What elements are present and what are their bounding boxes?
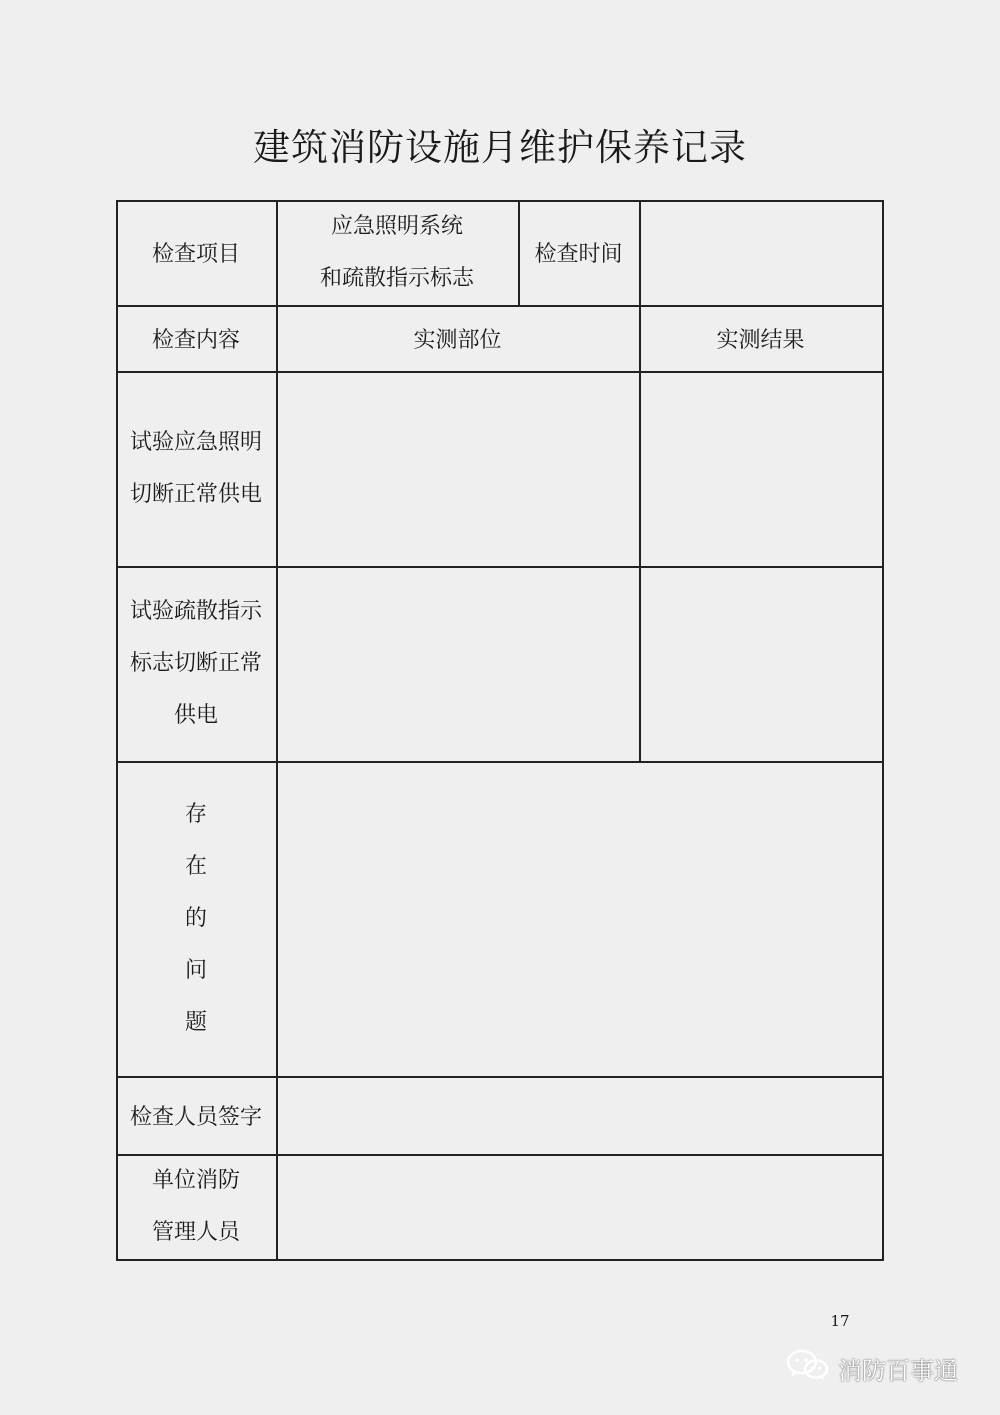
test-evacuation-sign-line-3: 供电 [173, 702, 218, 728]
evacuation-sign-location-field[interactable] [276, 566, 639, 761]
page-title: 建筑消防设施月维护保养记录 [253, 126, 747, 169]
wechat-icon [786, 1349, 830, 1387]
emergency-lighting-location-field[interactable] [276, 371, 639, 566]
form-border-right [882, 200, 884, 1261]
existing-issues-label [116, 761, 276, 1076]
watermark [786, 1348, 958, 1388]
test-emergency-lighting-line-1: 试验应急照明 [129, 429, 262, 455]
test-emergency-lighting-line-2: 切断正常供电 [129, 481, 262, 507]
test-evacuation-sign-line-2: 标志切断正常 [129, 650, 262, 676]
inspection-item-value [276, 200, 518, 305]
inspection-item-value-line-1: 应急照明系统 [330, 213, 463, 239]
measured-location-header [276, 305, 639, 371]
watermark-text: 消防百事通 [838, 1356, 958, 1385]
existing-issues-field[interactable] [276, 761, 882, 1076]
fire-safety-manager-line-1: 单位消防 [151, 1167, 240, 1193]
existing-issues-char: 的 [184, 905, 207, 931]
measured-location-header-text: 实测部位 [413, 327, 502, 353]
inspection-time-label [518, 200, 639, 305]
measured-result-header-text: 实测结果 [716, 327, 805, 353]
form-border-bottom [116, 1259, 884, 1261]
test-emergency-lighting-label [116, 371, 276, 566]
existing-issues-char: 题 [184, 1009, 207, 1035]
measured-result-header [639, 305, 882, 371]
inspection-time-label-text: 检查时间 [534, 242, 623, 267]
maintenance-record-form [116, 200, 884, 1261]
fire-safety-manager-line-2: 管理人员 [151, 1219, 240, 1245]
page-number: 17 [830, 1312, 850, 1330]
fire-safety-manager-field[interactable] [276, 1154, 882, 1259]
inspection-time-field[interactable] [639, 200, 882, 305]
emergency-lighting-result-field[interactable] [639, 371, 882, 566]
evacuation-sign-result-field[interactable] [639, 566, 882, 761]
fire-safety-manager-label [116, 1154, 276, 1259]
inspector-signature-label [116, 1076, 276, 1154]
inspection-content-label-text: 检查内容 [151, 327, 240, 353]
inspector-signature-field[interactable] [276, 1076, 882, 1154]
inspection-item-value-line-2: 和疏散指示标志 [319, 265, 474, 291]
inspection-item-label [116, 200, 276, 305]
inspector-signature-label-text: 检查人员签字 [129, 1104, 262, 1130]
existing-issues-char: 在 [184, 853, 207, 879]
inspection-item-label-text: 检查项目 [151, 242, 240, 267]
inspection-content-label [116, 305, 276, 371]
test-evacuation-sign-line-1: 试验疏散指示 [129, 598, 262, 624]
existing-issues-char: 问 [184, 957, 207, 983]
test-evacuation-sign-label [116, 566, 276, 761]
existing-issues-char: 存 [184, 801, 207, 827]
